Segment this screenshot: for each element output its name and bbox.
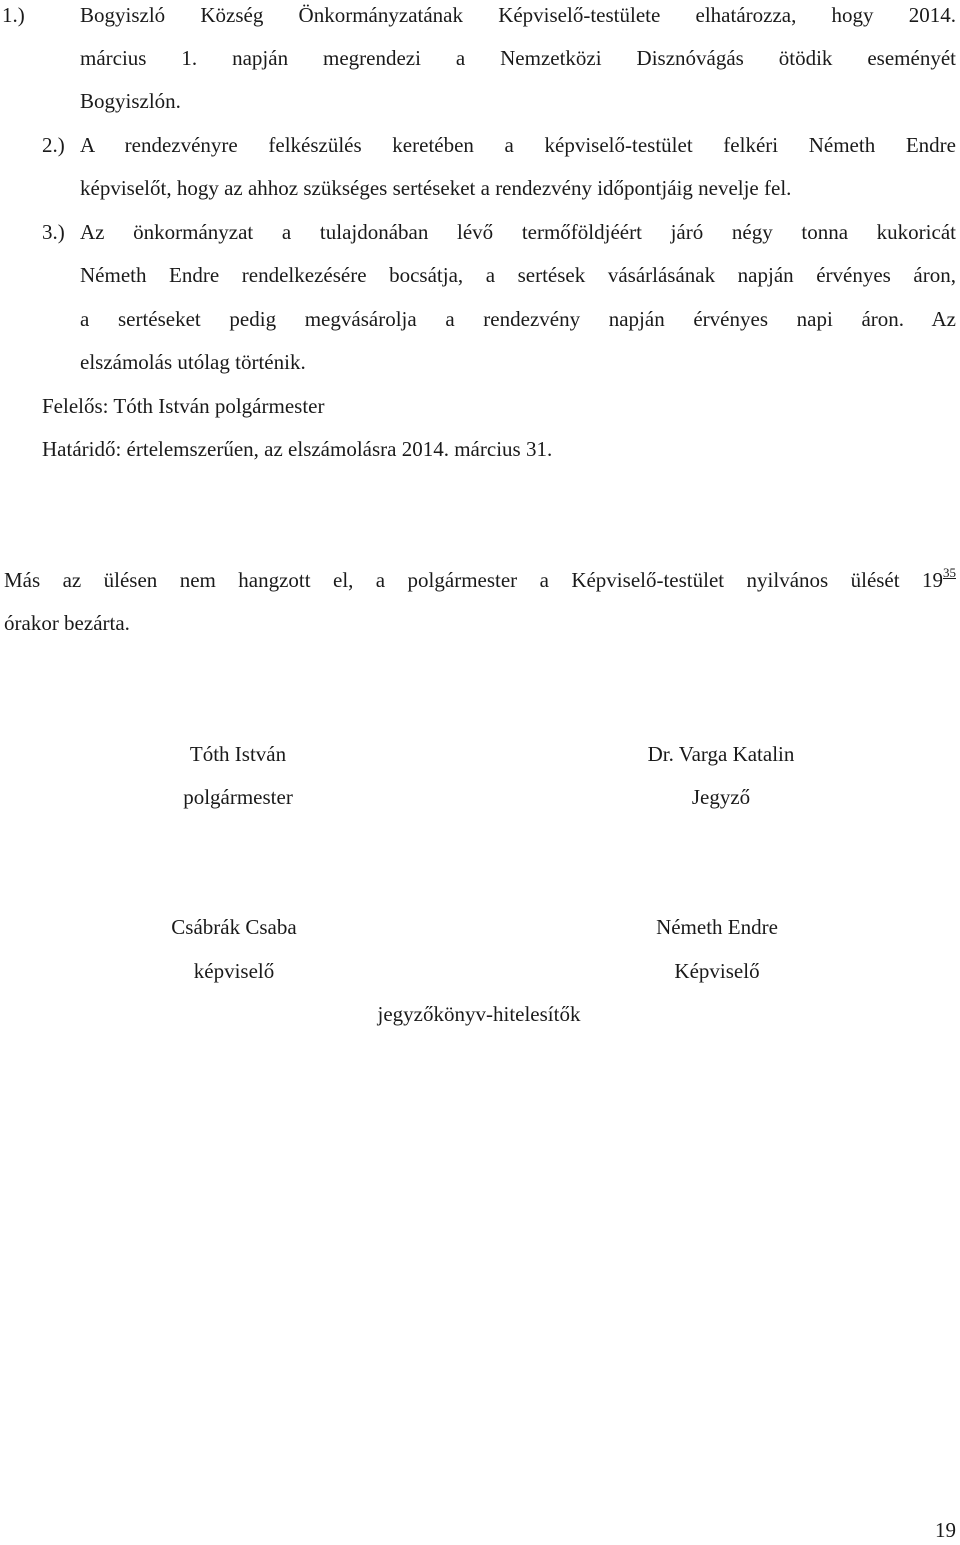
authenticators-label: jegyzőkönyv-hitelesítők [377,1002,581,1026]
signature-authenticator-2-name: Németh Endre [656,915,778,939]
item-2-line-2: képviselőt, hogy az ahhoz szükséges sertéseket a rendezvény időpontjáig nevelje fel. [80,176,792,200]
item-1-line-3: Bogyiszlón. [80,89,181,113]
closing-line-1 [4,565,956,595]
signature-authenticator-2-title: Képviselő [674,959,760,983]
item-2-line-1: A rendezvényre felkészülés keretében a képviselő-testület felkéri Németh Endre [80,133,956,157]
responsible-line: Felelős: Tóth István polgármester [42,394,325,418]
closing-text: Más az ülésen nem hangzott el, a polgármester a Képviselő-testület nyilvános ülését 19 [4,568,943,592]
item-1-line-1: Bogyiszló Község Önkormányzatának Képviselő-testülete elhatározza, hogy 2014. [80,3,956,27]
item-3-number: 3.) [42,220,65,244]
item-2-number: 2.) [42,133,65,157]
signature-notary-title: Jegyző [691,785,751,809]
item-3-line-1: Az önkormányzat a tulajdonában lévő termőföldjéért járó négy tonna kukoricát [80,220,956,244]
page-number: 19 [935,1518,956,1542]
item-1-line-2: március 1. napján megrendezi a Nemzetközi Disznóvágás ötödik eseményét [80,46,956,70]
item-1-number: 1.) [2,3,25,27]
deadline-line: Határidő: értelemszerűen, az elszámolásra 2014. március 31. [42,437,553,461]
signature-mayor-title: polgármester [183,785,293,809]
closing-line-2: órakor bezárta. [4,611,130,635]
closing-time-minutes: 35 [943,565,956,580]
signature-mayor-name: Tóth István [189,742,287,766]
signature-authenticator-1-title: képviselő [193,959,275,983]
signature-authenticator-1-name: Csábrák Csaba [171,915,297,939]
item-3-line-2: Németh Endre rendelkezésére bocsátja, a sertések vásárlásának napján érvényes áron, [80,263,956,287]
item-3-line-3: a sertéseket pedig megvásárolja a rendezvény napján érvényes napi áron. Az [80,307,956,331]
signature-notary-name: Dr. Varga Katalin [647,742,795,766]
item-3-line-4: elszámolás utólag történik. [80,350,306,374]
